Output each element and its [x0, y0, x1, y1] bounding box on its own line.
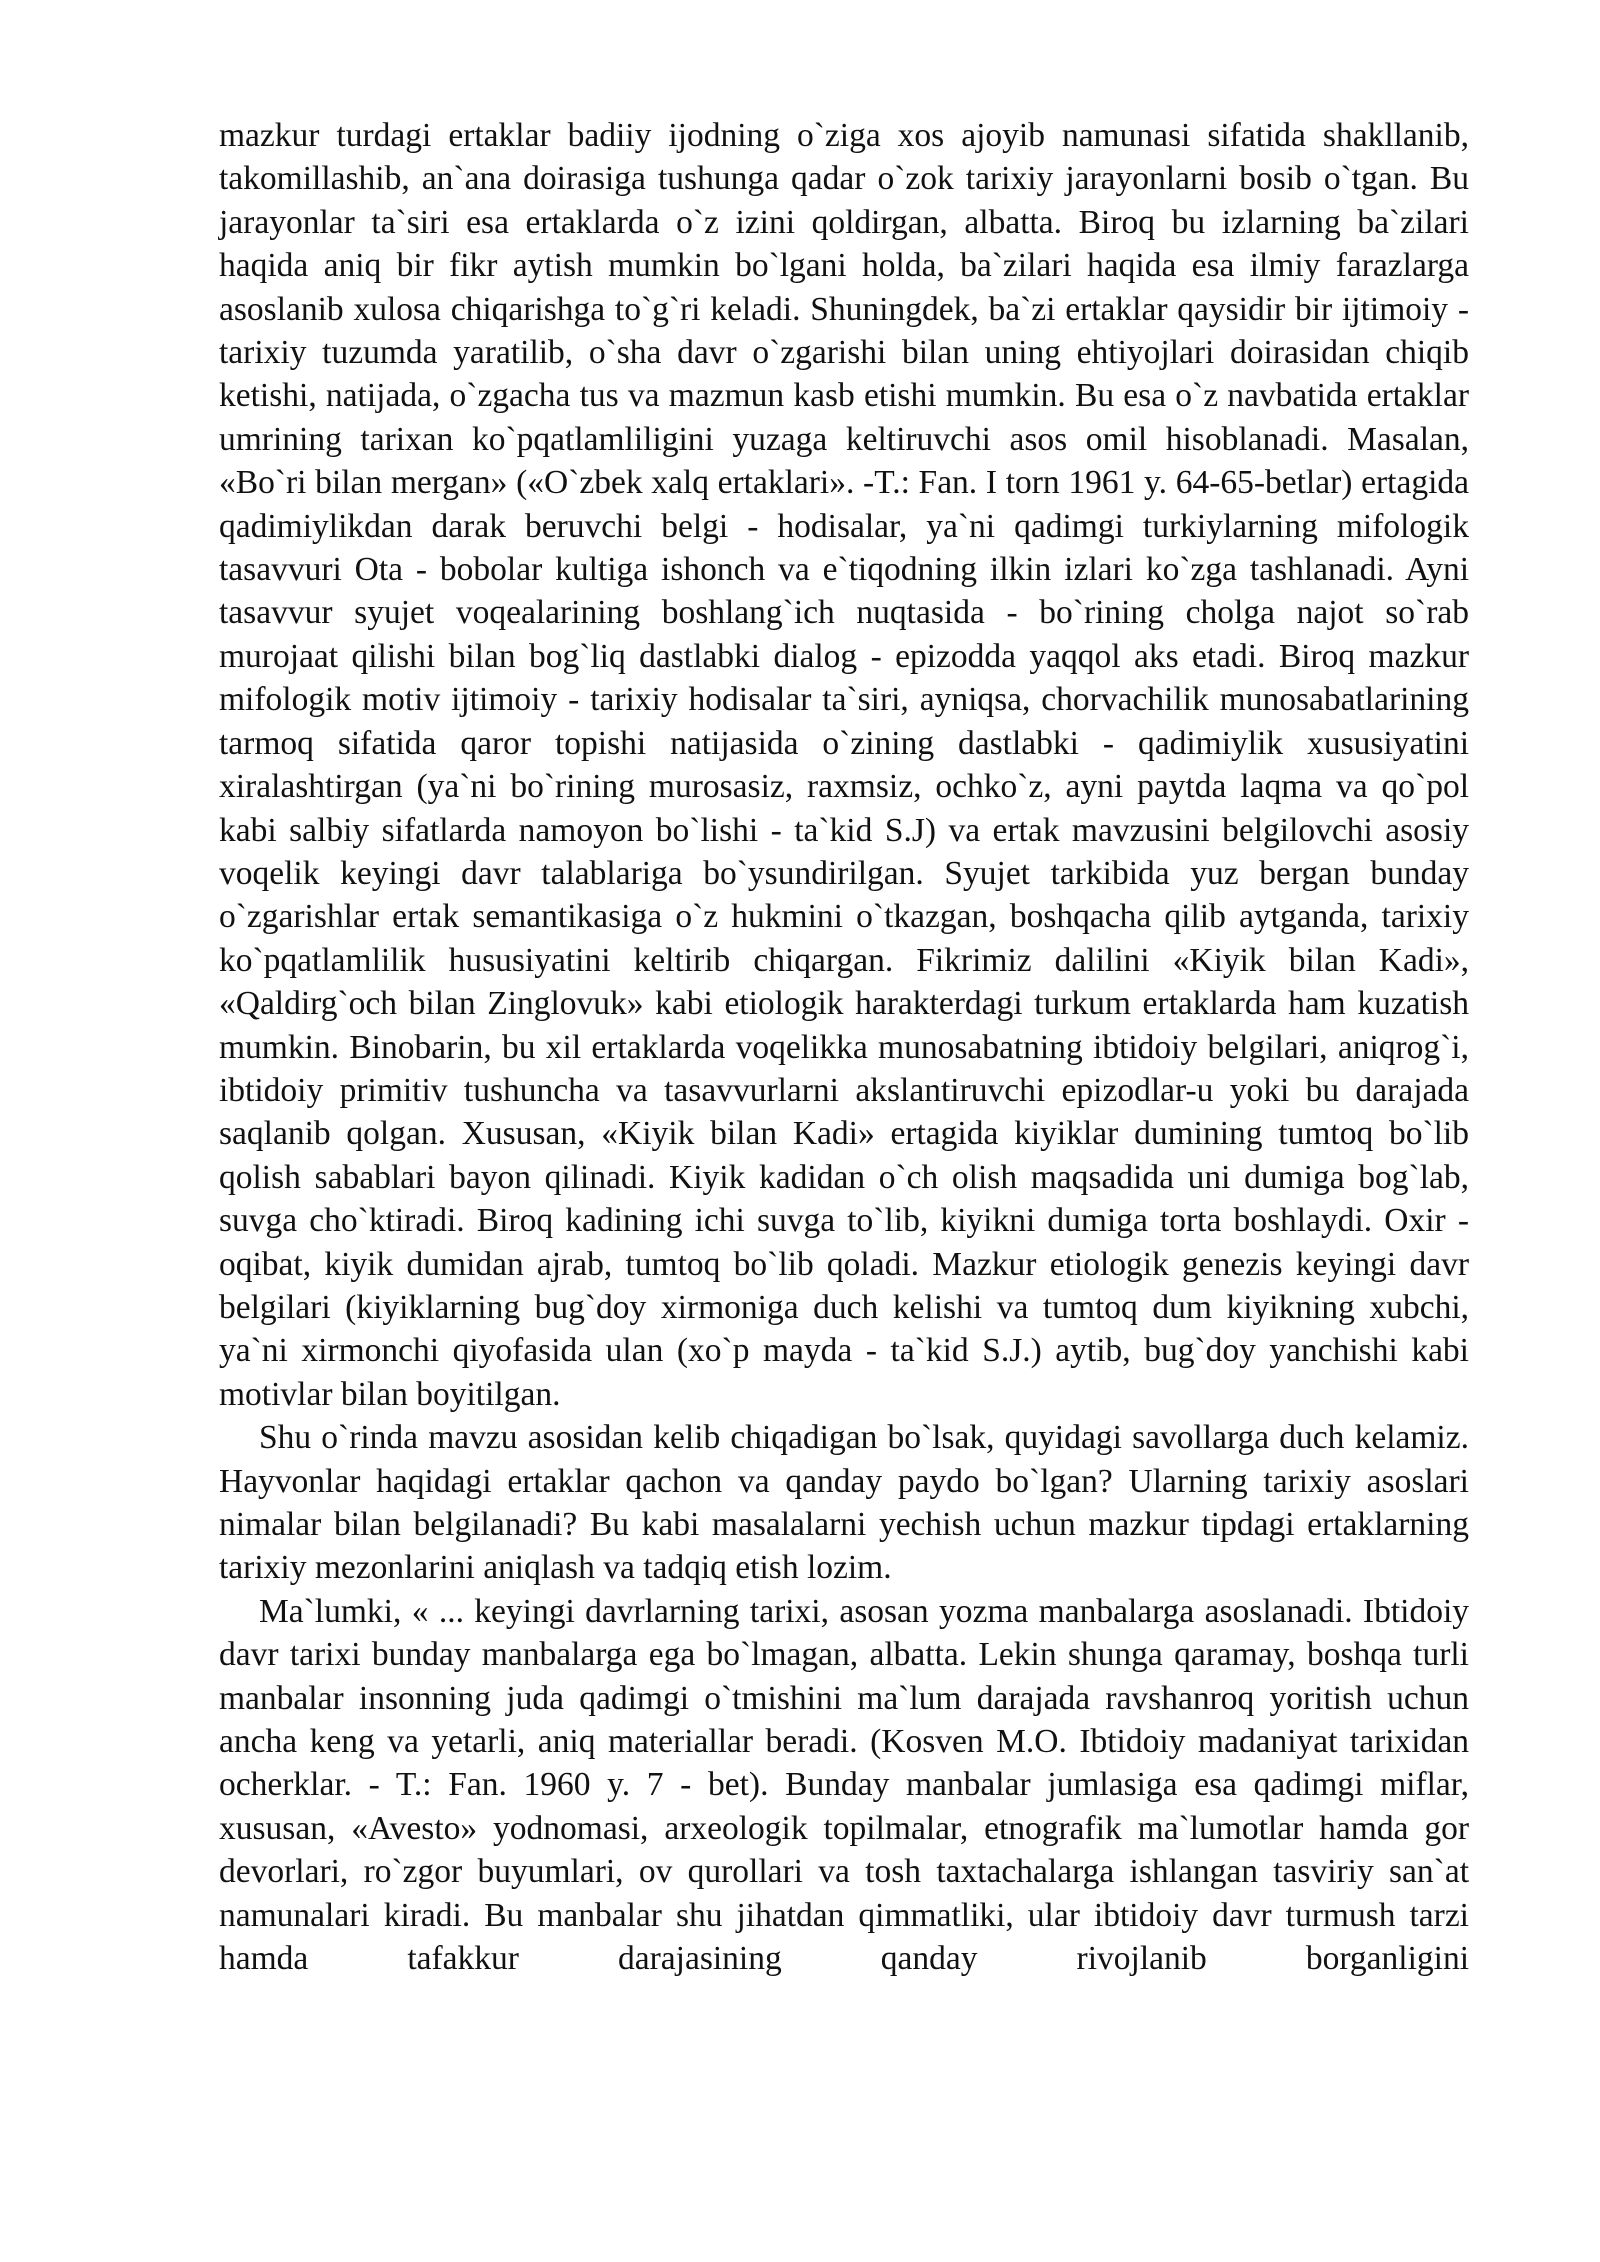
document-page: [219, 114, 1469, 1980]
paragraph-3: Ma`lumki, « ... keyingi davrlarning tarixi, asosan yozma manbalarga asoslanadi. Ibtidoiy davr tarixi bunday manbalarga ega bo`lmagan, albatta. Lekin shunga qaramay, boshqa turli manbalar insonning juda qadimgi o`tmishini ma`lum darajada ravshanroq yoritish uchun ancha keng va yetarli, aniq materiallar beradi. (Kosven M.O. Ibtidoiy madaniyat tarixidan ocherklar. - T.: Fan. 1960 y. 7 - bet). Bunday manbalar jumlasiga esa qadimgi miflar, xususan, «Avesto» yodnomasi, arxeologik topilmalar, etnografik ma`lumotlar hamda gor devorlari, ro`zgor buyumlari, ov qurollari va tosh taxtachalarga ishlangan tasviriy san`at namunalari kiradi. Bu manbalar shu jihatdan qimmatliki, ular ibtidoiy davr turmush tarzi hamda tafakkur darajasining qanday rivojlanib borganligini: [219, 1592, 1469, 1978]
paragraph-1: mazkur turdagi ertaklar badiiy ijodning o`ziga xos ajoyib namunasi sifatida shakllanib, takomillashib, an`ana doirasiga tushunga qadar o`zok tarixiy jarayonlarni bosib o`tgan. Bu jarayonlar ta`siri esa ertaklarda o`z izini qoldirgan, albatta. Biroq bu izlarning ba`zilari haqida aniq bir fikr aytish mumkin bo`lgani holda, ba`zilari haqida esa ilmiy farazlarga asoslanib xulosa chiqarishga to`g`ri keladi. Shuningdek, ba`zi ertaklar qaysidir bir ijtimoiy - tarixiy tuzumda yaratilib, o`sha davr o`zgarishi bilan uning ehtiyojlari doirasidan chiqib ketishi, natijada, o`zgacha tus va mazmun kasb etishi mumkin. Bu esa o`z navbatida ertaklar umrining tarixan ko`pqatlamliligini yuzaga keltiruvchi asos omil hisoblanadi. Masalan, «Bo`ri bilan mergan» («O`zbek xalq ertaklari». -T.: Fan. I torn 1961 y. 64-65-betlar) ertagida qadimiylikdan darak beruvchi belgi - hodisalar, ya`ni qadimgi turkiylarning mifologik tasavvuri Ota - bobolar kultiga ishonch va e`tiqodning ilkin izlari ko`zga tashlanadi. Ayni tasavvur syujet voqealarining boshlang`ich nuqtasida - bo`rining cholga najot so`rab murojaat qilishi bilan bog`liq dastlabki dialog - epizodda yaqqol aks etadi. Biroq mazkur mifologik motiv ijtimoiy - tarixiy hodisalar ta`siri, ayniqsa, chorvachilik munosabatlarining tarmoq sifatida qaror topishi natijasida o`zining dastlabki - qadimiylik xususiyatini xiralashtirgan (ya`ni bo`rining murosasiz, raxmsiz, ochko`z, ayni paytda laqma va qo`pol kabi salbiy sifatlarda namoyon bo`lishi - ta`kid S.J) va ertak mavzusini belgilovchi asosiy voqelik keyingi davr talablariga bo`ysundirilgan. Syujet tarkibida yuz bergan bunday o`zgarishlar ertak semantikasiga o`z hukmini o`tkazgan, boshqacha qilib aytganda, tarixiy ko`pqatlamlilik hususiyatini keltirib chiqargan. Fikrimiz dalilini «Kiyik bilan Kadi», «Qaldirg`och bilan Zinglovuk» kabi etiologik harakterdagi turkum ertaklarda ham kuzatish mumkin. Binobarin, bu xil ertaklarda voqelikka munosabatning ibtidoiy belgilari, aniqrog`i, ibtidoiy primitiv tushuncha va tasavvurlarni akslantiruvchi epizodlar-u yoki bu darajada saqlanib qolgan. Xususan, «Kiyik bilan Kadi» ertagida kiyiklar dumining tumtoq bo`lib qolish sabablari bayon qilinadi. Kiyik kadidan o`ch olish maqsadida uni dumiga bog`lab, suvga cho`ktiradi. Biroq kadining ichi suvga to`lib, kiyikni dumiga torta boshlaydi. Oxir - oqibat, kiyik dumidan ajrab, tumtoq bo`lib qoladi. Mazkur etiologik genezis keyingi davr belgilari (kiyiklarning bug`doy xirmoniga duch kelishi va tumtoq dum kiyikning xubchi, ya`ni xirmonchi qiyofasida ulan (xo`p mayda - ta`kid S.J.) aytib, bug`doy yanchishi kabi motivlar bilan boyitilgan.: [219, 117, 1469, 1413]
paragraph-2: Shu o`rinda mavzu asosidan kelib chiqadigan bo`lsak, quyidagi savollarga duch kelamiz. Hayvonlar haqidagi ertaklar qachon va qanday paydo bo`lgan? Ularning tarixiy asoslari nimalar bilan belgilanadi? Bu kabi masalalarni yechish uchun mazkur tipdagi ertaklarning tarixiy mezonlarini aniqlash va tadqiq etish lozim.: [219, 1419, 1469, 1587]
